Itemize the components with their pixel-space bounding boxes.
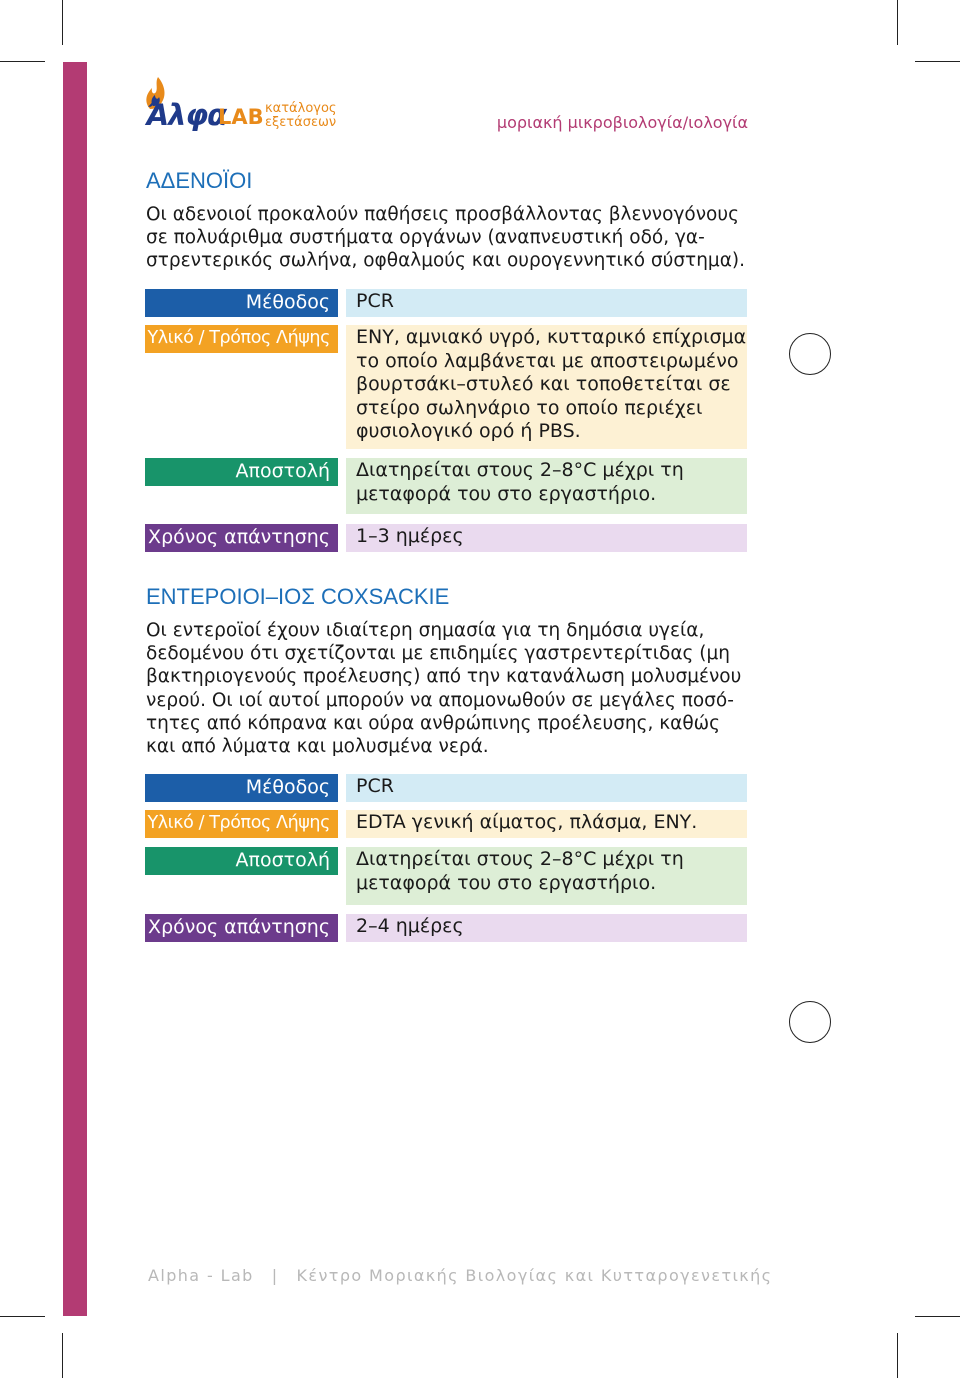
side-accent-bar xyxy=(63,62,87,1316)
row-value: PCR xyxy=(346,774,747,802)
crop-mark xyxy=(915,1316,960,1317)
info-row-method xyxy=(145,774,747,802)
logo-name: Άλφα xyxy=(146,98,227,132)
crop-mark xyxy=(0,61,45,62)
section-title: ΑΔΕΝΟΪΟΙ xyxy=(146,168,253,193)
crop-mark xyxy=(897,1333,898,1378)
alpha-lab-logo xyxy=(140,76,340,136)
footer-subtitle: Κέντρο Μοριακής Βιολογίας και Κυτταρογενετικής xyxy=(296,1266,773,1285)
logo-lab: LAB xyxy=(218,105,264,129)
row-value: PCR xyxy=(346,289,747,317)
info-row-shipping xyxy=(145,458,747,514)
section-description: Οι αδενοιοί προκαλούν παθήσεις προσβάλλοντας βλεννογόνους σε πολυάριθμα συστήματα οργάνων (αναπνευστική οδό, γα- στρεντερικός σωλήνα, οφθαλμούς και ουρογεννητικό σύστημα). xyxy=(146,204,745,272)
crop-mark xyxy=(62,0,63,45)
info-row-response-time xyxy=(145,914,747,942)
info-row-material xyxy=(145,810,747,838)
info-row-material xyxy=(145,325,747,449)
page-footer xyxy=(148,1266,772,1285)
crop-mark xyxy=(62,1333,63,1378)
row-label: Χρόνος απάντησης xyxy=(145,914,338,942)
info-row-response-time xyxy=(145,524,747,552)
section-label: μοριακή μικροβιολογία/ιολογία xyxy=(496,113,748,132)
row-label: Μέθοδος xyxy=(145,774,338,802)
row-value: Διατηρείται στους 2–8°C μέχρι τη μεταφορά του στο εργαστήριο. xyxy=(346,847,747,905)
logo-catalog-line2: εξετάσεων xyxy=(265,115,337,130)
crop-mark xyxy=(915,61,960,62)
crop-mark xyxy=(0,1316,45,1317)
row-label: Χρόνος απάντησης xyxy=(145,524,338,552)
row-label: Αποστολή xyxy=(145,847,338,875)
footer-separator: | xyxy=(271,1266,279,1285)
punch-hole-top xyxy=(789,333,831,375)
footer-brand: Alpha - Lab xyxy=(148,1266,254,1285)
row-value: Διατηρείται στους 2–8°C μέχρι τη μεταφορά του στο εργαστήριο. xyxy=(346,458,747,514)
info-row-method xyxy=(145,289,747,317)
row-value: ΕΝΥ, αμνιακό υγρό, κυτταρικό επίχρισμα το οποίο λαμβάνεται με αποστειρωμένο βουρτσάκι–στυλεό και τοποθετείται σε στείρο σωληνάριο το οποίο περιέχει φυσιολογικό ορό ή PBS. xyxy=(346,325,747,449)
logo-catalog-line1: κατάλογος xyxy=(265,101,337,116)
row-value: EDTA γενική αίματος, πλάσμα, ΕΝΥ. xyxy=(346,810,747,838)
row-value: 1–3 ημέρες xyxy=(346,524,747,552)
row-label: Μέθοδος xyxy=(145,289,338,317)
section-title: ΕΝΤΕΡΟΙΟΙ–ΙΟΣ COXSACKIE xyxy=(146,584,450,609)
section-description: Οι εντεροϊοί έχουν ιδιαίτερη σημασία για τη δημόσια υγεία, δεδομένου ότι σχετίζονται με επιδημίες γαστρεντερίτιδας (μη βακτηριογενούς προέλευσης) από την κατανάλωση μολυσμένου νερού. Οι ιοί αυτοί μπορούν να απομονωθούν σε μεγάλες ποσό- τητες από κόπρανα και ούρα ανθρώπινης προέλευσης, καθώς και από λύματα και μολυσμένα νερά. xyxy=(146,620,742,758)
punch-hole-bottom xyxy=(789,1001,831,1043)
row-label: Αποστολή xyxy=(145,458,338,486)
row-value: 2–4 ημέρες xyxy=(346,914,747,942)
info-row-shipping xyxy=(145,847,747,905)
logo-catalog-text xyxy=(265,102,337,130)
row-label: Υλικό / Τρόπος Λήψης xyxy=(145,325,338,353)
crop-mark xyxy=(897,0,898,45)
row-label: Υλικό / Τρόπος Λήψης xyxy=(145,810,338,838)
